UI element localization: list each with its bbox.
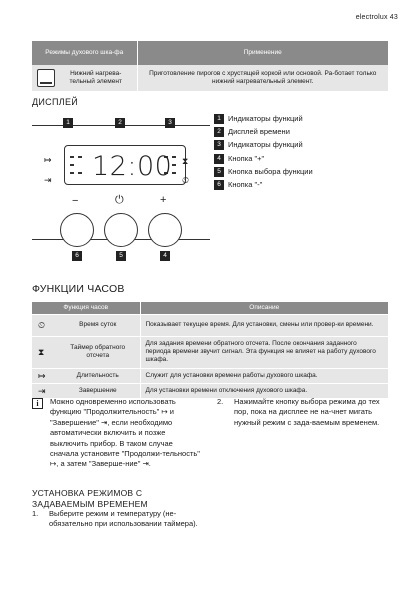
modes-header-mode: Режимы духового шка-фа xyxy=(32,41,137,65)
legend-text: Индикаторы функций xyxy=(228,114,303,123)
function-name: Время суток xyxy=(79,321,117,328)
step-number: 2. xyxy=(217,397,224,406)
legend-number: 3 xyxy=(214,140,224,150)
clock-icon: ⏲ xyxy=(38,320,46,330)
marker-2: 2 xyxy=(115,118,125,128)
clock-functions-table xyxy=(32,302,388,398)
indicator-tick xyxy=(172,172,176,174)
marker-5: 5 xyxy=(116,251,126,261)
table-row xyxy=(32,383,388,398)
legend-text: Индикаторы функций xyxy=(228,140,303,150)
hourglass-icon: ⧗ xyxy=(38,347,45,357)
table-row xyxy=(32,314,388,336)
time-digits: 12:00 xyxy=(92,151,173,182)
function-name: Длительность xyxy=(76,371,119,379)
end-time-icon: ⇥ xyxy=(44,175,52,185)
legend-number: 5 xyxy=(214,167,224,177)
table-row xyxy=(32,336,388,368)
mode-use: Приготовление пирогов с хрустящей коркой или основой. Ра-ботает только нижний нагревательный элемент. xyxy=(137,65,388,91)
legend-number: 4 xyxy=(214,154,224,164)
legend-text: Дисплей времени xyxy=(228,127,290,137)
hourglass-icon: ⧗ xyxy=(182,156,189,166)
indicator-tick xyxy=(172,156,176,158)
info-note xyxy=(32,397,200,470)
oven-modes-table xyxy=(32,41,388,91)
list-item xyxy=(214,166,313,179)
indicator-tick xyxy=(70,156,74,158)
legend-text: Кнопка "+" xyxy=(228,153,265,163)
duration-icon: ↦ xyxy=(44,155,52,165)
list-item xyxy=(214,139,313,152)
function-select-button[interactable] xyxy=(104,213,138,247)
marker-3: 3 xyxy=(165,118,175,128)
function-name: Завершение xyxy=(78,386,117,394)
page-header: electrolux 43 xyxy=(355,14,398,21)
function-description: Служит для установки времени работы духового шкафа. xyxy=(140,368,388,383)
power-icon: ⏻ xyxy=(115,194,124,206)
indicator-tick xyxy=(78,172,82,174)
clock-header-description: Описание xyxy=(140,302,388,314)
note-text: Можно одновременно использовать функцию "Продолжительность" ↦ и "Завершение" ⇥, если необходимо автоматически включить и позже выключить прибор. В таком случае сначала установите "Продолжи-тельность" ↦, а затем "Заверше-ние" ⇥. xyxy=(50,397,200,469)
duration-icon: ↦ xyxy=(38,370,46,381)
legend-text: Кнопка выбора функции xyxy=(228,166,313,176)
function-description: Показывает текущее время. Для установки, смены или провер-ки времени. xyxy=(140,314,388,336)
indicator-tick xyxy=(78,156,82,158)
plus-icon: + xyxy=(160,194,167,206)
indicator-tick xyxy=(70,164,74,166)
table-row xyxy=(32,368,388,383)
modes-header-use: Применение xyxy=(137,41,388,65)
table-row xyxy=(32,65,388,91)
legend-number: 6 xyxy=(214,180,224,190)
minus-button[interactable] xyxy=(60,213,94,247)
display-diagram xyxy=(32,112,210,272)
clock-icon: ⏲ xyxy=(182,175,190,185)
legend-number: 2 xyxy=(214,127,224,137)
clock-header-function: Функция часов xyxy=(32,302,140,314)
legend-number: 1 xyxy=(214,114,224,124)
step-text: Выберите режим и температуру (не-обязательно при использовании таймера). xyxy=(49,509,198,529)
end-time-icon: ⇥ xyxy=(38,385,46,396)
info-icon: i xyxy=(32,398,43,409)
step-text: Нажимайте кнопку выбора режима до тех пор, пока на дисплее не на-чнет мигать нужный режим с зада-ваемым временем. xyxy=(234,397,380,427)
mode-name: Нижний нагрева-тельный элемент xyxy=(69,70,122,85)
function-name: Таймер обратного отсчета xyxy=(70,344,126,359)
step-2 xyxy=(217,397,389,428)
display-section-title: ДИСПЛЕЙ xyxy=(32,97,79,107)
legend-text: Кнопка "-" xyxy=(228,179,263,189)
marker-6: 6 xyxy=(72,251,82,261)
function-description: Для установки времени отключения духового шкафа. xyxy=(140,383,388,398)
indicator-tick xyxy=(172,164,176,166)
bottom-heat-icon xyxy=(37,69,55,87)
list-item xyxy=(214,126,313,139)
clock-section-title: ФУНКЦИИ ЧАСОВ xyxy=(32,283,125,295)
minus-icon: − xyxy=(72,195,79,207)
display-legend xyxy=(214,113,313,192)
step-1 xyxy=(32,509,204,530)
list-item xyxy=(214,113,313,126)
function-description: Для задания времени обратного отсчета. После окончания заданного периода времени звучит сигнал. Эта функция не влияет на работу духового шкафа. xyxy=(140,336,388,368)
indicator-tick xyxy=(70,172,74,174)
setup-section-title: УСТАНОВКА РЕЖИМОВ С ЗАДАВАЕМЫМ ВРЕМЕНЕМ xyxy=(32,488,148,509)
step-number: 1. xyxy=(32,509,39,518)
marker-4: 4 xyxy=(160,251,170,261)
list-item xyxy=(214,153,313,166)
list-item xyxy=(214,179,313,192)
marker-1: 1 xyxy=(63,118,73,128)
plus-button[interactable] xyxy=(148,213,182,247)
